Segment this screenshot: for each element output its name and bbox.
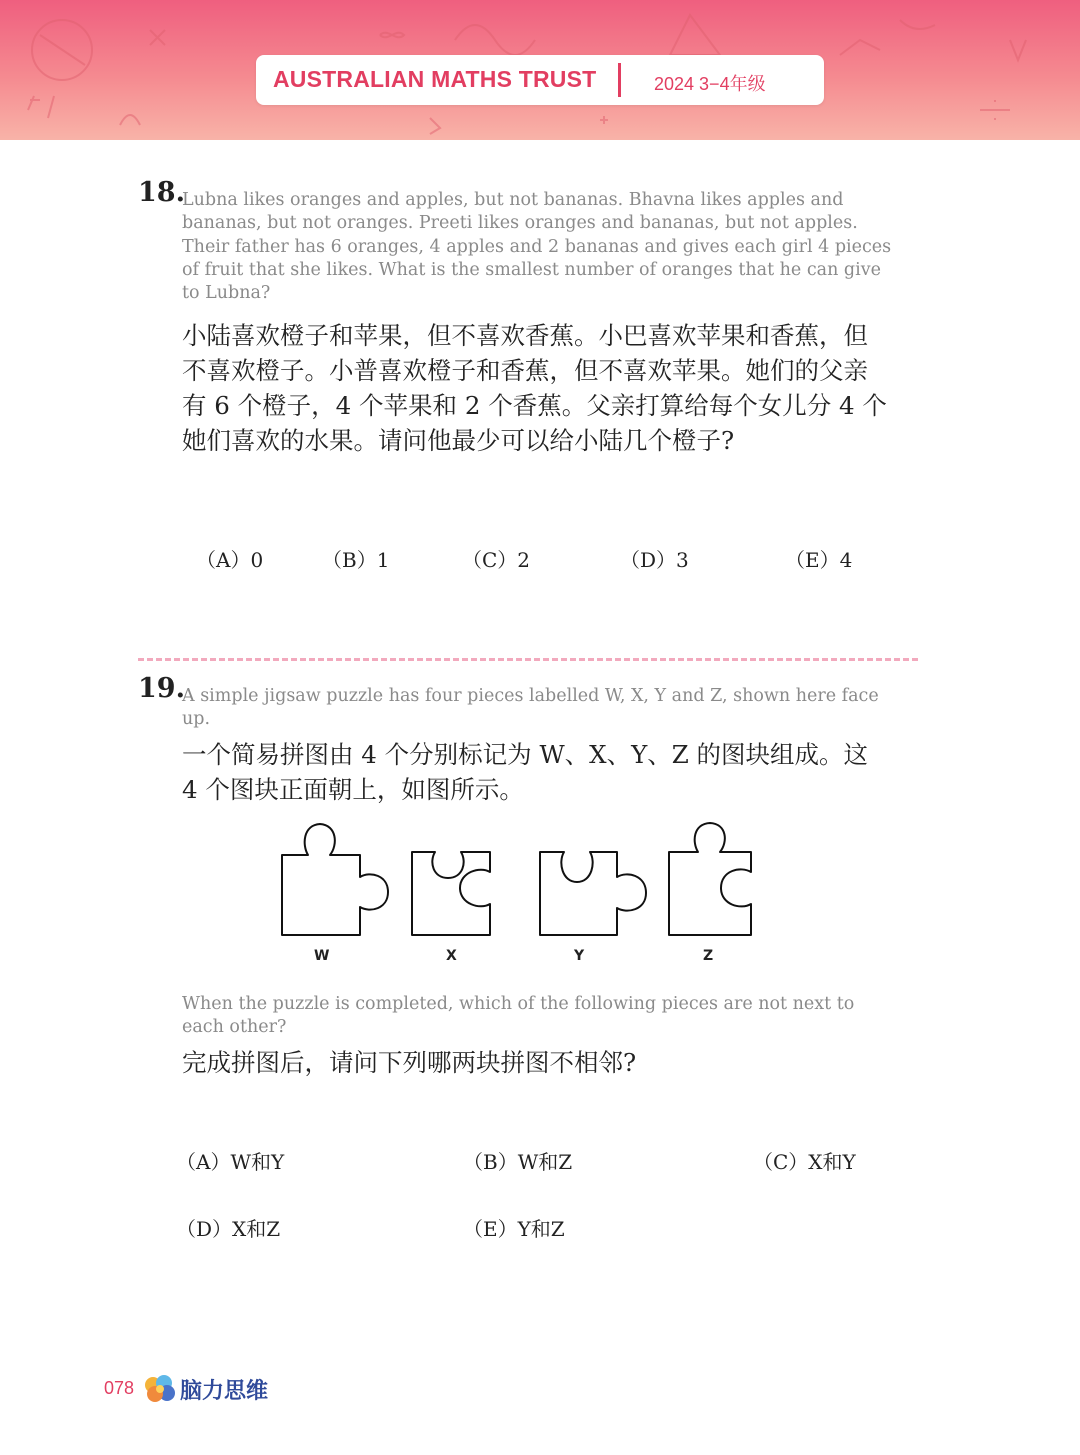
q19-option-d[interactable]: （D）X和Z — [176, 1217, 281, 1241]
brain-icon — [143, 1374, 177, 1404]
question-18-number: 18. — [138, 177, 185, 208]
q18-en-line: bananas, but not oranges. Preeti likes oranges and bananas, but not apples. — [182, 213, 858, 234]
q19-en-line: A simple jigsaw puzzle has four pieces labelled W, X, Y and Z, shown here face — [182, 686, 879, 706]
header-banner — [0, 0, 1080, 140]
q19-option-b[interactable]: （B）W和Z — [463, 1150, 573, 1174]
puzzle-piece-x — [412, 852, 490, 935]
question-divider — [138, 658, 918, 661]
q19-option-c[interactable]: （C）X和Y — [753, 1150, 856, 1174]
q19-en2-line: each other? — [182, 1017, 287, 1038]
header-title-pill — [256, 55, 824, 105]
q18-option-e[interactable]: （E）4 — [785, 548, 853, 572]
question-19-english-followup — [182, 993, 854, 1040]
q19-option-e[interactable]: （E）Y和Z — [463, 1217, 565, 1241]
q18-option-a[interactable]: （A）0 — [196, 548, 264, 572]
q18-zh-line: 小陆喜欢橙子和苹果，但不喜欢香蕉。小巴喜欢苹果和香蕉，但 — [182, 321, 868, 350]
header-divider — [618, 63, 621, 97]
puzzle-label-x: X — [446, 948, 457, 964]
q18-en-line: to Lubna? — [182, 283, 271, 304]
q19-zh-line: 一个简易拼图由 4 个分别标记为 W、X、Y、Z 的图块组成。这 — [182, 740, 869, 769]
jigsaw-puzzle-figure — [270, 820, 770, 970]
puzzle-piece-z — [669, 823, 751, 935]
q18-option-c[interactable]: （C）2 — [462, 548, 531, 572]
q18-option-d[interactable]: （D）3 — [620, 548, 689, 572]
puzzle-label-z: Z — [703, 948, 714, 964]
q18-en-line: of fruit that she likes. What is the smallest number of oranges that he can give — [182, 259, 881, 280]
q19-option-a[interactable]: （A）W和Y — [176, 1150, 285, 1174]
puzzle-label-w: W — [314, 948, 330, 964]
q18-en-line: Lubna likes oranges and apples, but not bananas. Bhavna likes apples and — [182, 190, 844, 210]
question-18-chinese-text — [182, 318, 887, 458]
puzzle-piece-w — [282, 824, 388, 935]
page-number: 078 — [104, 1378, 135, 1398]
logo-text: 脑力思维 — [180, 1379, 269, 1404]
question-19-chinese-text — [182, 737, 868, 807]
year-grade-label: 2024 3−4年级 — [654, 74, 766, 94]
question-19-number: 19. — [138, 673, 185, 704]
q18-zh-line: 不喜欢橙子。小普喜欢橙子和香蕉，但不喜欢苹果。她们的父亲 — [182, 356, 868, 385]
q19-en-line: up. — [182, 709, 211, 730]
q18-en-line: Their father has 6 oranges, 4 apples and 2 bananas and gives each girl 4 pieces — [182, 236, 892, 257]
q19-en2-line: When the puzzle is completed, which of the following pieces are not next to — [182, 994, 855, 1014]
q19-zh-line: 4 个图块正面朝上，如图所示。 — [182, 775, 524, 804]
q18-zh-line: 有 6 个橙子，4 个苹果和 2 个香蕉。父亲打算给每个女儿分 4 个 — [182, 391, 887, 420]
q19-zh2-line: 完成拼图后，请问下列哪两块拼图不相邻? — [182, 1048, 637, 1077]
brand-title: AUSTRALIAN MATHS TRUST — [273, 66, 597, 92]
puzzle-piece-y — [540, 852, 646, 935]
question-18-english-text — [182, 189, 891, 305]
q18-option-b[interactable]: （B）1 — [322, 548, 390, 572]
q18-zh-line: 她们喜欢的水果。请问他最少可以给小陆几个橙子? — [182, 426, 735, 455]
puzzle-label-y: Y — [574, 948, 585, 964]
question-19-chinese-followup — [182, 1045, 636, 1080]
question-19-english-text — [182, 685, 879, 732]
